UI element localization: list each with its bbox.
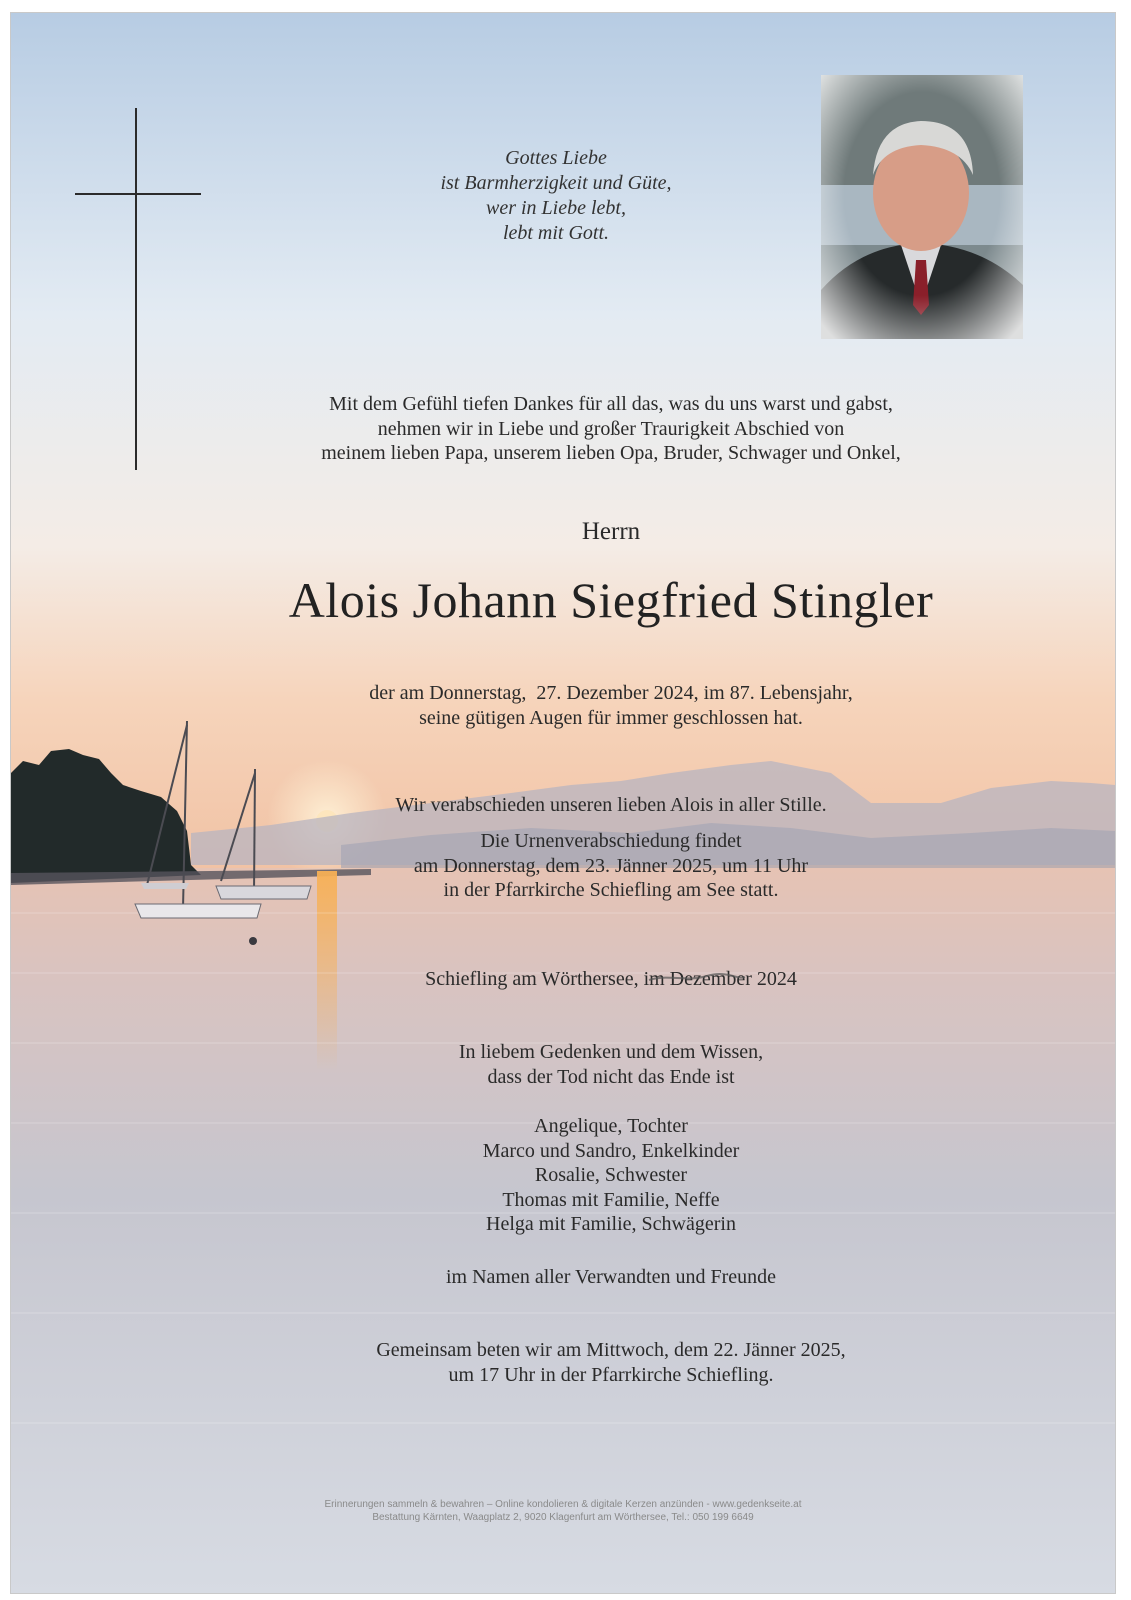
prayer-line: Gemeinsam beten wir am Mittwoch, dem 22. Jänner 2025, (376, 1339, 846, 1361)
relatives-text: im Namen aller Verwandten und Freunde (445, 1266, 777, 1288)
memory-text (171, 1040, 1051, 1089)
urn-ceremony (171, 829, 1051, 903)
urn-ceremony-line: Die Urnenverabschiedung findet (480, 830, 742, 852)
family-member: Helga mit Familie, Schwägerin (486, 1213, 736, 1235)
urn-ceremony-line: am Donnerstag, dem 23. Jänner 2025, um 11 Uhr (413, 854, 809, 877)
memory-line: In liebem Gedenken und dem Wissen, (458, 1041, 764, 1063)
family-member: Thomas mit Familie, Neffe (502, 1188, 720, 1211)
family-member: Angelique, Tochter (534, 1115, 688, 1137)
death-notice-line: seine gütigen Augen für immer geschlossen hat. (419, 706, 803, 729)
deceased-name: Alois Johann Siegfried Stingler (288, 572, 934, 628)
obituary-card (10, 12, 1116, 1594)
intro-line: meinem lieben Papa, unserem lieben Opa, Bruder, Schwager und Onkel, (321, 442, 901, 464)
prayer-notice (171, 1338, 1051, 1387)
memory-line: dass der Tod nicht das Ende ist (487, 1065, 735, 1088)
footer-line-2: Bestattung Kärnten, Waagplatz 2, 9020 Klagenfurt am Wörthersee, Tel.: 050 199 6649 (372, 1512, 754, 1523)
footer-line-1: Erinnerungen sammeln & bewahren – Online kondolieren & digitale Kerzen anzünden - www.gedenkseite.at (324, 1499, 802, 1510)
family-member: Marco und Sandro, Enkelkinder (482, 1139, 740, 1162)
place-date: Schiefling am Wörthersee, im Dezember 2024 (425, 968, 797, 990)
intro-line: nehmen wir in Liebe und großer Traurigkeit Abschied von (377, 417, 845, 440)
scribble-mark (647, 972, 747, 984)
family-list (171, 1114, 1051, 1237)
death-notice-line: der am Donnerstag, 27. Dezember 2024, im 87. Lebensjahr, (369, 682, 853, 704)
death-notice (171, 681, 1051, 730)
farewell-text: Wir verabschieden unseren lieben Alois in aller Stille. (395, 794, 827, 816)
quote-line: lebt mit Gott. (502, 222, 610, 244)
quote-line: wer in Liebe lebt, (486, 197, 626, 219)
quote-line: Gottes Liebe (505, 147, 607, 169)
urn-ceremony-line: in der Pfarrkirche Schiefling am See statt. (443, 879, 779, 901)
salutation: Herrn (581, 518, 641, 545)
quote-line: ist Barmherzigkeit und Güte, (440, 172, 672, 194)
intro-line: Mit dem Gefühl tiefen Dankes für all das, was du uns warst und gabst, (329, 393, 893, 415)
bible-quote (166, 146, 946, 246)
intro-text (171, 392, 1051, 466)
family-member: Rosalie, Schwester (534, 1164, 688, 1186)
prayer-line: um 17 Uhr in der Pfarrkirche Schiefling. (448, 1363, 774, 1386)
